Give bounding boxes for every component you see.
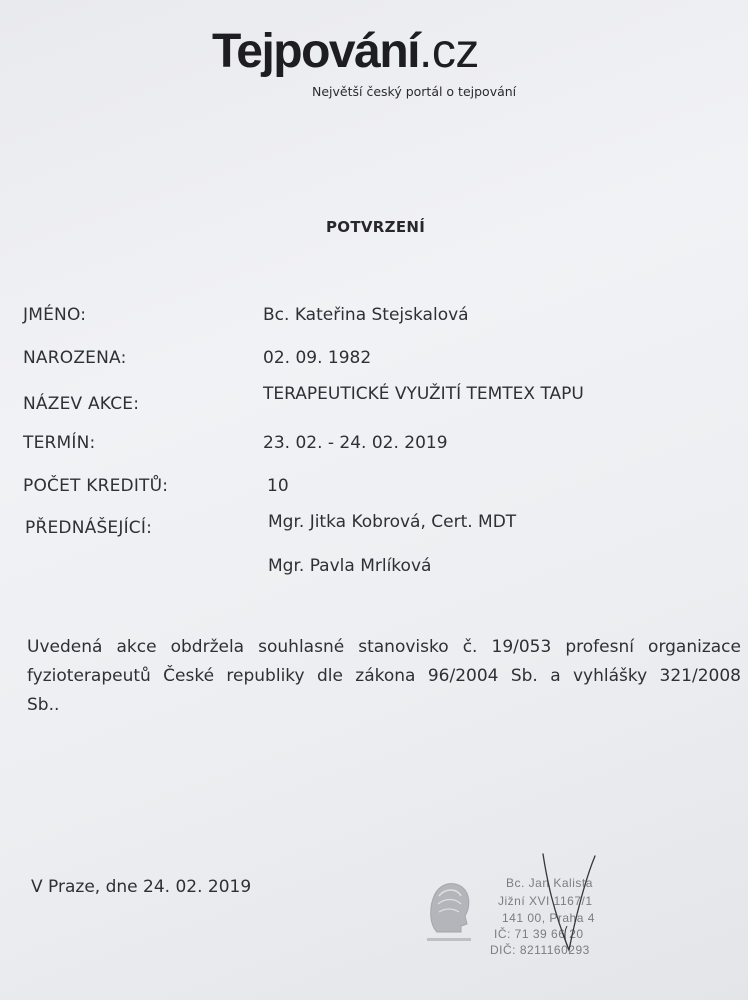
- field-label: TERMÍN:: [23, 433, 96, 453]
- field-row-lecturer-2: [0, 556, 748, 586]
- field-row-date: [0, 433, 748, 463]
- statement-line: Sb..: [27, 695, 60, 715]
- field-label: POČET KREDITŮ:: [23, 476, 169, 496]
- field-value: 10: [267, 476, 289, 496]
- field-row-credits: [0, 476, 748, 506]
- field-value: TERAPEUTICKÉ VYUŽITÍ TEMTEX TAPU: [263, 384, 584, 404]
- field-row-name: [0, 305, 748, 335]
- field-row-event: [0, 384, 748, 420]
- field-label: NÁZEV AKCE:: [23, 394, 140, 414]
- field-row-lecturers: [0, 512, 748, 548]
- stamp-city: 141 00, Praha 4: [502, 911, 595, 925]
- field-value: 23. 02. - 24. 02. 2019: [263, 433, 448, 453]
- stamp-logo-icon: [423, 872, 475, 947]
- field-value: Bc. Kateřina Stejskalová: [263, 305, 469, 325]
- statement-line: Uvedená akce obdržela souhlasné stanovisko č. 19/053 profesní organizace: [27, 637, 741, 657]
- document-title: POTVRZENÍ: [326, 218, 426, 236]
- field-value: Mgr. Pavla Mrlíková: [268, 556, 432, 576]
- stamp-name: Bc. Jan Kalista: [506, 876, 593, 890]
- stamp-dic: DIČ: 8211160293: [490, 943, 590, 957]
- site-logo: [212, 25, 517, 99]
- field-value: Mgr. Jitka Kobrová, Cert. MDT: [268, 512, 517, 532]
- logo-main-text: Tejpování: [212, 25, 419, 78]
- field-label: PŘEDNÁŠEJÍCÍ:: [25, 518, 153, 538]
- logo-wordmark: [212, 25, 479, 78]
- field-label: JMÉNO:: [23, 305, 87, 325]
- handwritten-signature: [525, 850, 615, 960]
- statement-line: fyzioterapeutů České republiky dle zákona 96/2004 Sb. a vyhlášky 321/2008: [27, 666, 741, 686]
- logo-suffix: .cz: [418, 25, 479, 78]
- statement-paragraph: [27, 633, 741, 720]
- stamp-ico: IČ: 71 39 66 20: [494, 927, 584, 941]
- place-and-date: V Praze, dne 24. 02. 2019: [31, 877, 252, 897]
- field-row-birth: [0, 348, 748, 378]
- stamp-street: Jižní XVI 1167/1: [498, 894, 593, 908]
- field-label: NAROZENA:: [23, 348, 127, 368]
- field-value: 02. 09. 1982: [263, 348, 372, 368]
- logo-tagline: Největší český portál o tejpování: [312, 84, 517, 99]
